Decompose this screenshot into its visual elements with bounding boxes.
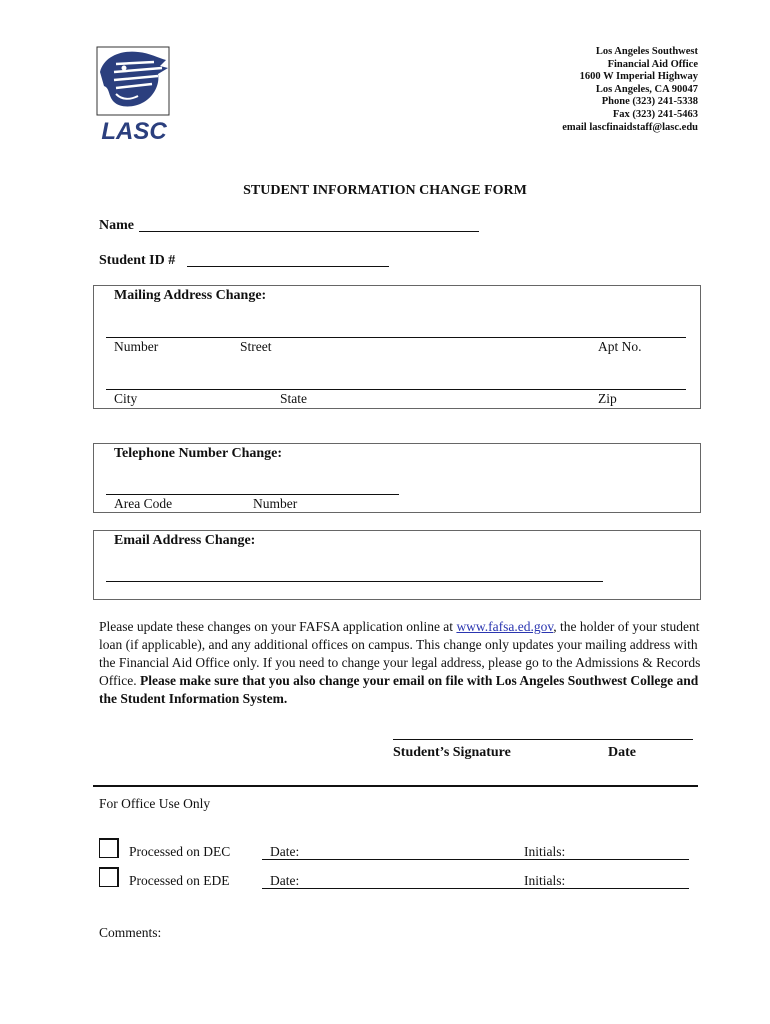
address-line: Los Angeles, CA 90047: [595, 83, 698, 95]
telephone-heading: Telephone Number Change:: [114, 446, 283, 461]
mailing-address-heading: Mailing Address Change:: [114, 288, 267, 303]
instructions-bold-text: Please make sure that you also change your email on file with Los Angeles Southwest College and the Student Information System.: [99, 673, 699, 706]
lasc-logo: [94, 44, 174, 144]
fafsa-link[interactable]: www.fafsa.ed.gov: [456, 619, 554, 634]
name-field[interactable]: [139, 231, 479, 232]
ede-checkbox[interactable]: [99, 867, 119, 887]
address-line: Los Angeles Southwest: [595, 46, 698, 57]
dec-initials-label: Initials:: [524, 844, 566, 859]
email-field[interactable]: [106, 581, 603, 582]
telephone-field[interactable]: [106, 494, 399, 495]
dec-label: Processed on DEC: [129, 844, 231, 859]
dec-date-label: Date:: [270, 844, 300, 859]
form-title: STUDENT INFORMATION CHANGE FORM: [243, 183, 527, 198]
instructions-paragraph: [99, 618, 709, 708]
signature-field[interactable]: [393, 739, 693, 740]
office-address: [562, 46, 698, 134]
street-label: Street: [240, 339, 272, 354]
address-line: email lascfinaidstaff@lasc.edu: [562, 121, 698, 133]
address-line1-field[interactable]: [106, 337, 686, 338]
area-code-label: Area Code: [114, 496, 173, 511]
date-label: Date: [608, 745, 636, 760]
city-label: City: [114, 391, 138, 406]
address-line: Fax (323) 241-5463: [612, 108, 698, 120]
instructions-text-2: , the holder of your student loan (if applicable), and any additional offices on campus. This change only updates your mailing address with the Financial Aid Office only. If you need to change your legal address, please go to the Admissions & Records Office.: [99, 619, 701, 688]
cougar-logo-icon: [94, 44, 174, 144]
phone-number-label: Number: [253, 496, 298, 511]
address-line2-field[interactable]: [106, 389, 686, 390]
number-label: Number: [114, 339, 159, 354]
comments-label: Comments:: [99, 925, 162, 940]
address-line: Financial Aid Office: [607, 58, 698, 70]
ede-label: Processed on EDE: [129, 873, 230, 888]
apt-label: Apt No.: [598, 339, 642, 354]
email-heading: Email Address Change:: [114, 533, 256, 548]
instructions-text-1: Please update these changes on your FAFSA application online at: [99, 619, 457, 634]
name-label: Name: [99, 218, 134, 233]
ede-initials-label: Initials:: [524, 873, 566, 888]
office-use-heading: For Office Use Only: [99, 796, 211, 811]
ede-date-label: Date:: [270, 873, 300, 888]
dec-date-field[interactable]: [262, 859, 689, 860]
signature-label: Student’s Signature: [393, 745, 511, 760]
zip-label: Zip: [598, 391, 617, 406]
address-line: 1600 W Imperial Highway: [579, 71, 698, 83]
ede-date-field[interactable]: [262, 888, 689, 889]
logo-text: LASC: [101, 118, 167, 144]
dec-checkbox[interactable]: [99, 838, 119, 858]
address-line: Phone (323) 241-5338: [601, 96, 698, 108]
divider: [93, 785, 698, 787]
student-id-field[interactable]: [187, 266, 389, 267]
state-label: State: [280, 391, 307, 406]
student-id-label: Student ID #: [99, 253, 176, 268]
